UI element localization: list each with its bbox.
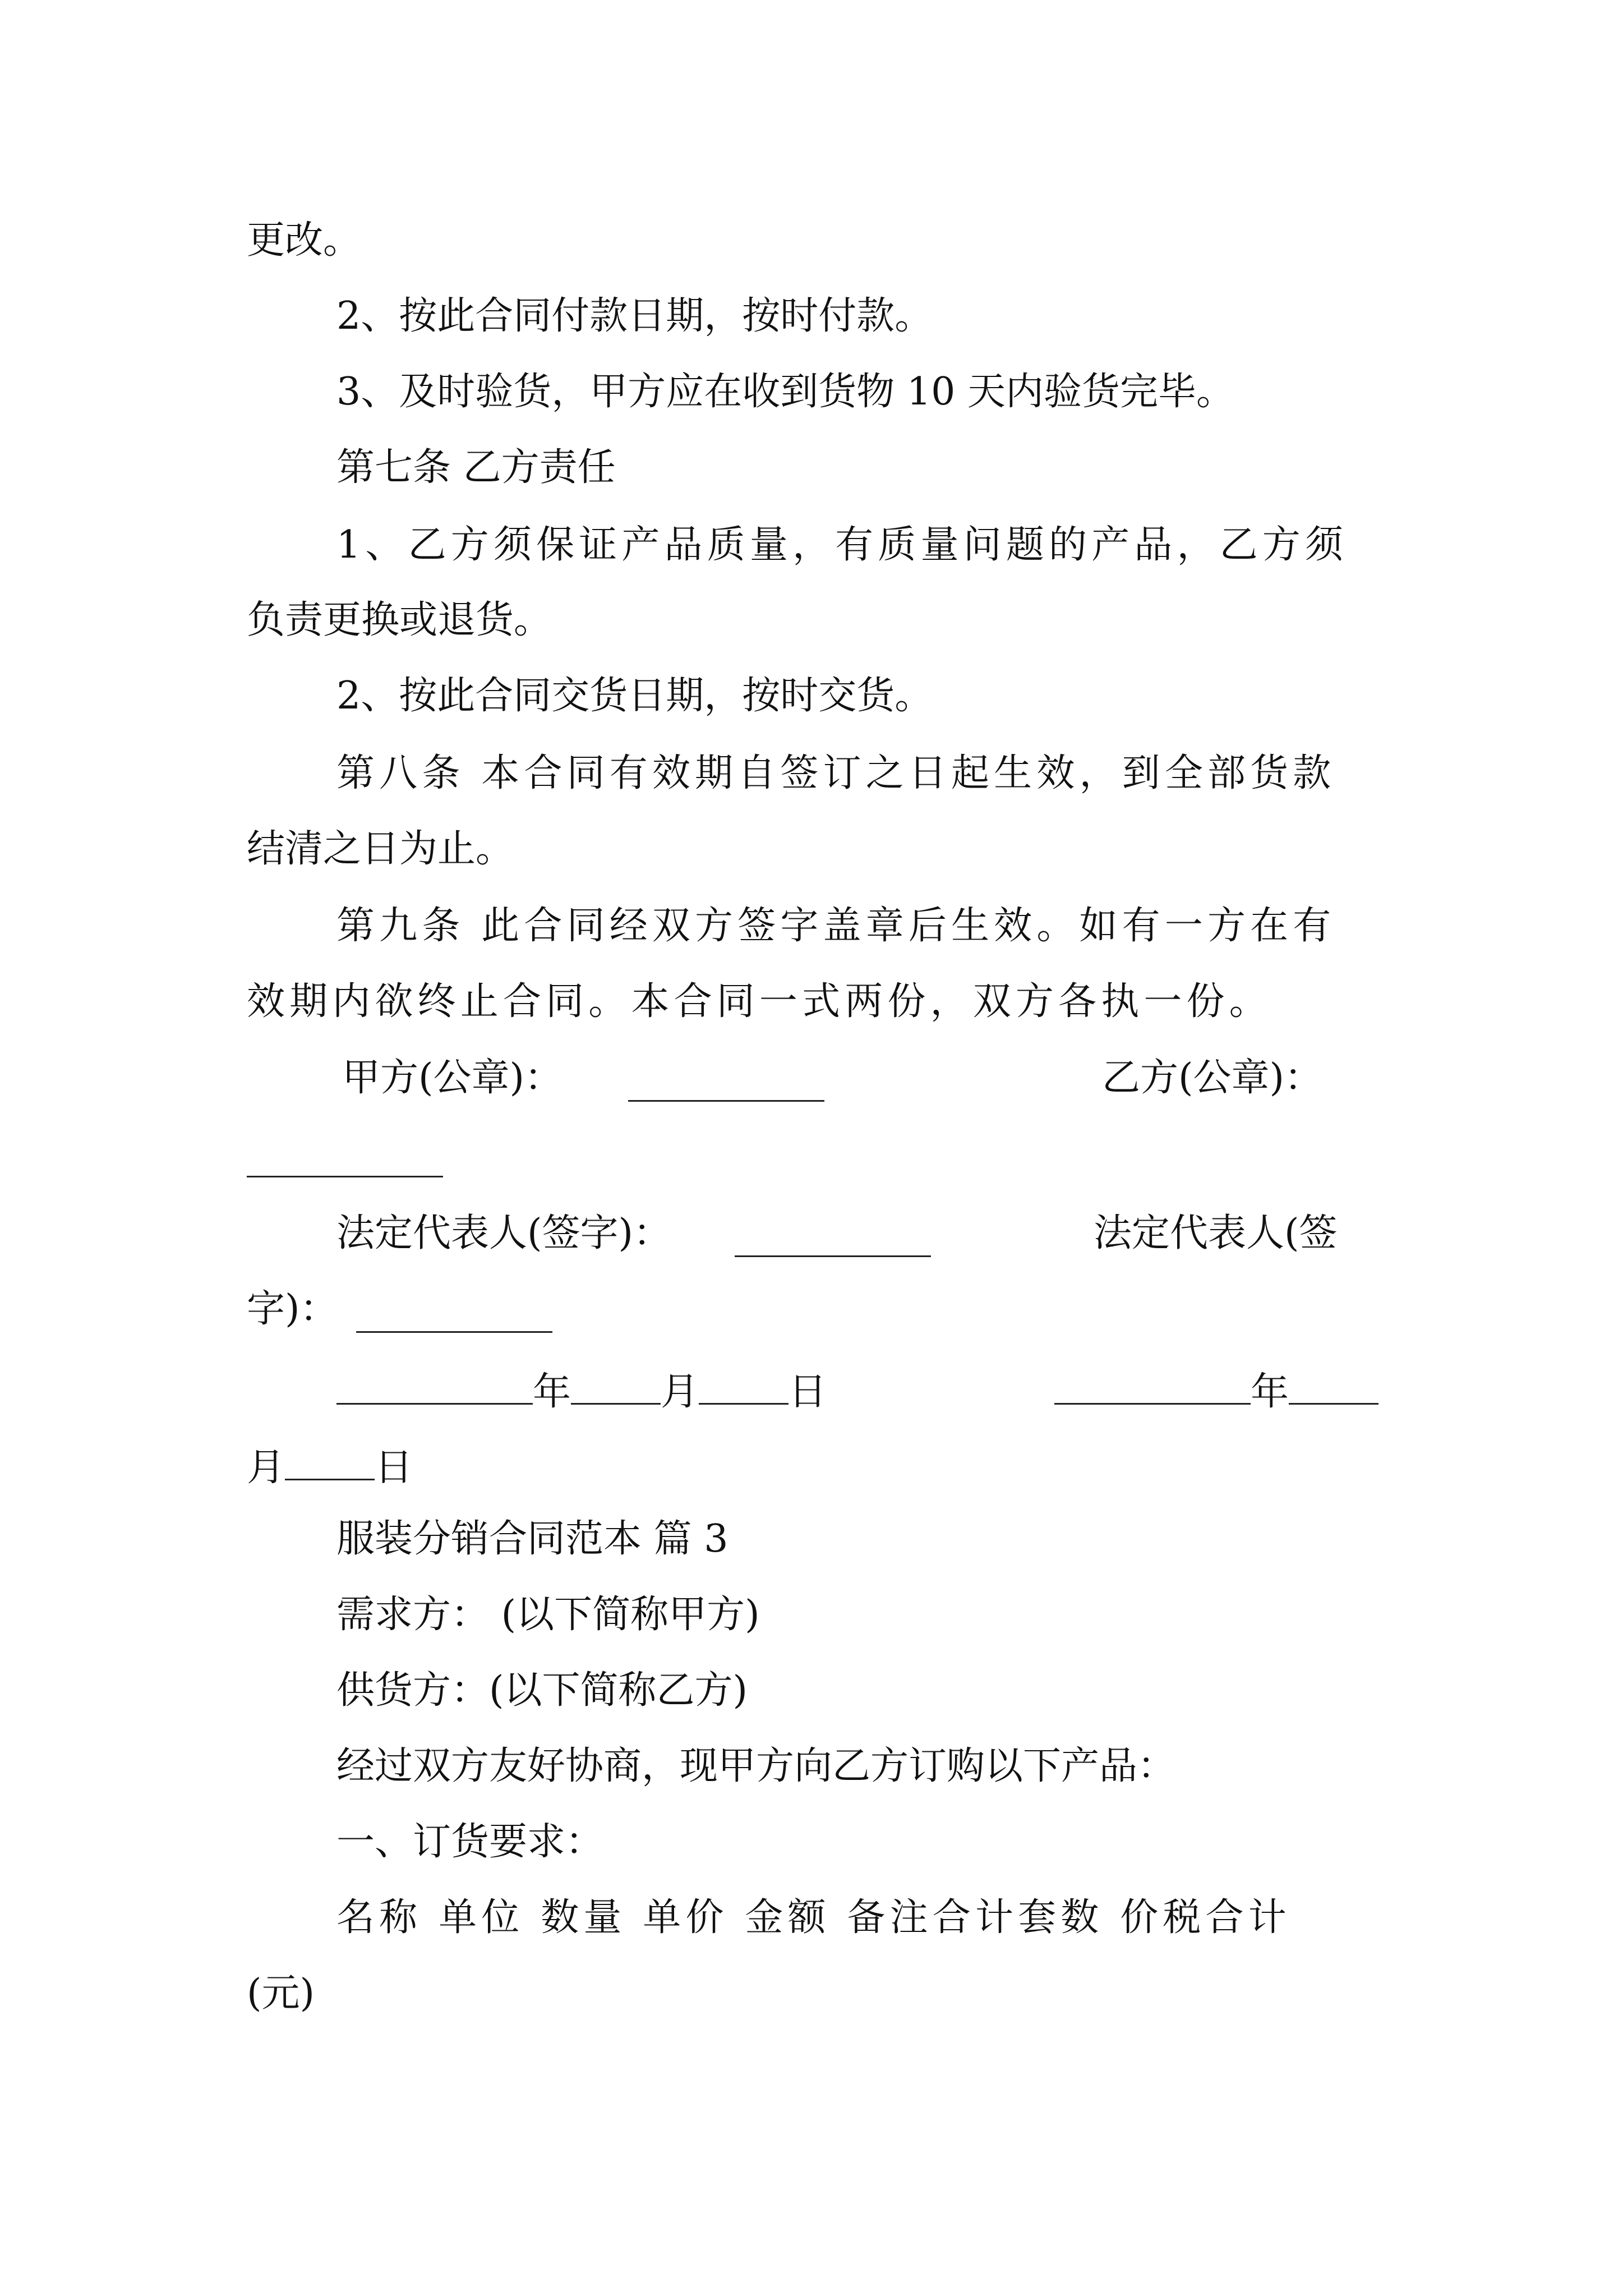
party-b-date-cont [247, 1444, 413, 1490]
party-a-date [336, 1369, 827, 1415]
paragraph-line: 一、订货要求： [336, 1820, 604, 1864]
paragraph-line: 第八条 本合同有效期自签订之日起生效，到全部货款 [336, 751, 1336, 795]
paragraph-line: 负责更换或退货。 [247, 598, 552, 642]
month-blank [571, 1369, 661, 1405]
table-header-line: 名称 单位 数量 单价 金额 备注合计套数 价税合计 [336, 1895, 1291, 1940]
paragraph-line: 需求方： (以下简称甲方) [336, 1593, 760, 1637]
party-b-rep-blank [356, 1297, 552, 1340]
paragraph-line: 经过双方友好协商，现甲方向乙方订购以下产品： [336, 1744, 1176, 1788]
section-title: 服装分销合同范本 篇 3 [336, 1517, 728, 1561]
party-b-seal-label: 乙方(公章)： [1102, 1056, 1323, 1100]
paragraph-line: 供货方：(以下简称乙方) [336, 1668, 748, 1713]
day-label: 日 [789, 1370, 827, 1415]
paragraph-line: 第九条 此合同经双方签字盖章后生效。如有一方在有 [336, 904, 1336, 948]
paragraph-line: 3、及时验货，甲方应在收到货物 10 天内验货完毕。 [336, 370, 1235, 414]
party-a-seal-blank [628, 1066, 824, 1108]
day-label: 日 [375, 1446, 413, 1490]
party-b-date [1054, 1369, 1378, 1415]
year-blank [1054, 1369, 1251, 1405]
party-b-rep-label: 法定代表人(签 [1094, 1211, 1338, 1255]
day-blank [285, 1444, 375, 1480]
month-label: 月 [247, 1446, 285, 1490]
year-blank [336, 1369, 533, 1405]
paragraph-line: 1、乙方须保证产品质量，有质量问题的产品，乙方须 [336, 523, 1348, 567]
month-blank [1289, 1369, 1378, 1405]
party-b-seal-blank [247, 1142, 443, 1184]
section-heading: 第七条 乙方责任 [336, 445, 616, 490]
paragraph-line: 更改。 [247, 218, 362, 263]
party-a-seal-label: 甲方(公章)： [342, 1056, 563, 1100]
paragraph-line: 效期内欲终止合同。本合同一式两份，双方各执一份。 [247, 979, 1272, 1024]
paragraph-line: 2、按此合同付款日期，按时付款。 [336, 294, 933, 338]
year-label: 年 [1251, 1370, 1289, 1415]
month-label: 月 [661, 1370, 699, 1415]
day-blank [699, 1369, 789, 1405]
paragraph-line: 2、按此合同交货日期，按时交货。 [336, 674, 933, 718]
party-b-rep-label-cont: 字)： [247, 1287, 338, 1331]
year-label: 年 [533, 1370, 571, 1415]
party-a-rep-label: 法定代表人(签字)： [336, 1211, 672, 1255]
paragraph-line: 结清之日为止。 [247, 827, 514, 871]
table-header-line-cont: (元) [247, 1971, 315, 2016]
party-a-rep-blank [735, 1221, 931, 1264]
